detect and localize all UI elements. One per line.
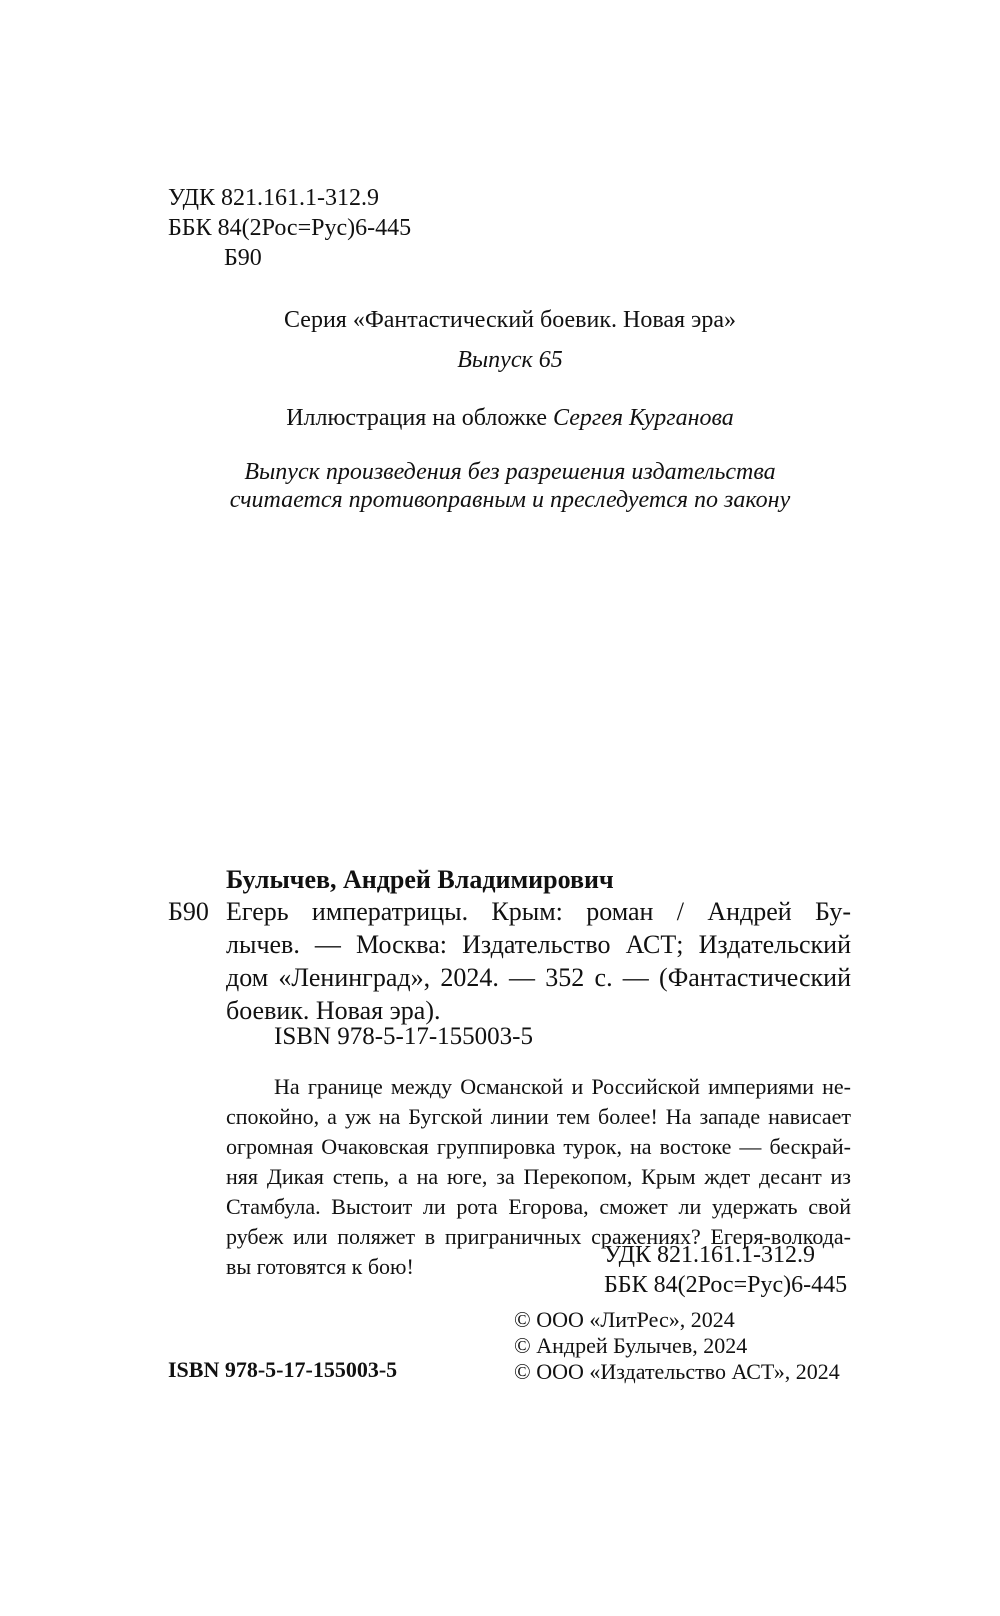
annotation-line: няя Дикая степь, а на юге, за Перекопом, Крым ждет десант из [226,1164,851,1189]
warning-line-2: считается противоправным и преследуется по закону [229,487,791,513]
footer-udk: УДК 821.161.1-312.9 [604,1242,815,1268]
author-mark: Б90 [224,245,262,271]
bibliography-entry [226,895,851,1027]
bibliography-author: Булычев, Андрей Владимирович [226,865,614,894]
copyright-list [514,1307,840,1385]
annotation-line: рубеж или поляжет в приграничных сражениях? Егеря-волкода- [226,1224,851,1249]
bbk-code: ББК 84(2Рос=Рус)6-445 [168,215,412,241]
udk-code: УДК 821.161.1-312.9 [168,185,379,211]
bibliography-isbn: ISBN 978-5-17-155003-5 [274,1023,534,1050]
copyright-line: © ООО «Издательство АСТ», 2024 [514,1359,840,1384]
entry-line: лычев. — Москва: Издательство АСТ; Издательский [226,930,851,959]
series-line: Серия «Фантастический боевик. Новая эра» [283,307,736,333]
warning-line-1: Выпуск произведения без разрешения издательства [244,459,776,485]
entry-line: дом «Ленинград», 2024. — 352 с. — (Фантастический [226,963,851,992]
entry-line: Егерь императрицы. Крым: роман / Андрей Бу- [226,897,851,926]
annotation-line: вы готовятся к бою! [226,1254,414,1279]
footer-bbk: ББК 84(2Рос=Рус)6-445 [604,1272,848,1298]
illustration-prefix: Иллюстрация на обложке [286,405,554,431]
entry-line: боевик. Новая эра). [226,996,441,1025]
annotation-line: Стамбула. Выстоит ли рота Егорова, сможет ли удержать свой [226,1194,851,1219]
copyright-line: © ООО «ЛитРес», 2024 [514,1307,735,1332]
annotation-line: На границе между Османской и Российской империями не- [274,1074,851,1099]
issue-number: Выпуск 65 [457,347,563,373]
bibliography-mark: Б90 [168,897,209,926]
footer-isbn: ISBN 978-5-17-155003-5 [168,1357,398,1382]
illustration-credit [0,403,1000,433]
annotation-line: спокойно, а уж на Бугской линии тем более! На западе нависает [226,1104,851,1129]
illustrator-name: Сергея Курганова [553,405,734,431]
copyright-line: © Андрей Булычев, 2024 [514,1333,748,1358]
annotation-line: огромная Очаковская группировка турок, на востоке — бескрай- [226,1134,851,1159]
